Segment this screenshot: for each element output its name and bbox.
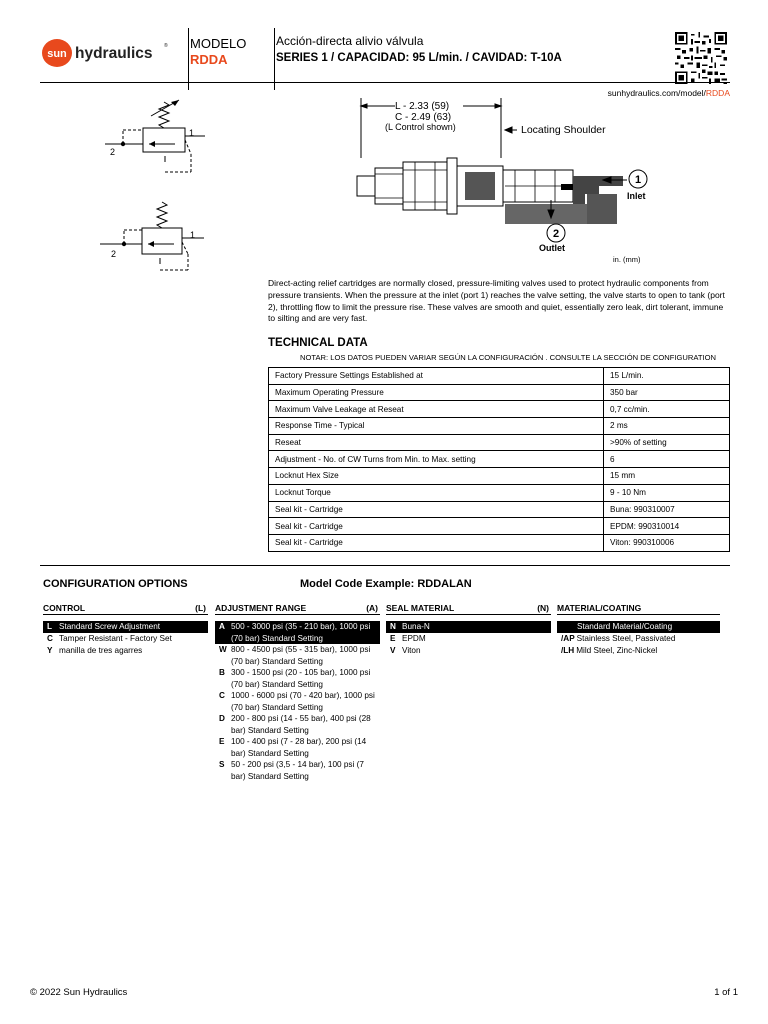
spec-value: Viton: 990310006 — [604, 534, 730, 551]
table-row — [269, 484, 730, 501]
dimension-l: L - 2.33 (59) — [395, 101, 450, 112]
option-text: 50 - 200 psi (3,5 - 14 bar), 100 psi (7 bar) Standard Setting — [231, 760, 364, 781]
table-row — [269, 518, 730, 535]
outlet-label: Outlet — [539, 243, 565, 253]
spec-value: 0,7 cc/min. — [604, 401, 730, 418]
cartridge-section-drawing — [355, 96, 655, 266]
header-divider — [188, 28, 189, 90]
option-text: Standard Material/Coating — [577, 622, 673, 631]
svg-text:sun: sun — [47, 48, 67, 60]
modelo-label: MODELO — [190, 36, 247, 51]
technical-data-title: TECHNICAL DATA — [268, 337, 368, 349]
table-row — [269, 501, 730, 518]
configuration-title: CONFIGURATION OPTIONS — [43, 578, 188, 590]
spec-label: Locknut Hex Size — [269, 468, 604, 485]
option-code: N — [390, 622, 396, 631]
config-option[interactable] — [557, 621, 720, 633]
option-code: C — [47, 634, 53, 643]
config-option[interactable] — [43, 645, 208, 657]
option-text: 1000 - 6000 psi (70 - 420 bar), 1000 psi (70 bar) Standard Setting — [231, 691, 375, 712]
header-rule — [40, 82, 730, 83]
technical-data-table — [268, 367, 730, 552]
header-divider — [274, 28, 275, 90]
option-code: /AP — [561, 634, 575, 643]
option-text: 800 - 4500 psi (55 - 315 bar), 1000 psi (70 bar) Standard Setting — [231, 645, 371, 666]
config-head — [215, 603, 380, 615]
option-code: S — [219, 760, 225, 769]
config-head — [43, 603, 208, 615]
config-option[interactable] — [215, 667, 380, 690]
qr-code-icon[interactable] — [675, 32, 727, 84]
config-column-seal — [386, 603, 551, 657]
config-column-material — [557, 603, 720, 657]
config-head — [386, 603, 551, 615]
option-text: 500 - 3000 psi (35 - 210 bar), 1000 psi (70 bar) Standard Setting — [231, 622, 371, 643]
dimension-note: (L Control shown) — [385, 122, 456, 132]
config-option[interactable] — [386, 645, 551, 657]
table-row — [269, 368, 730, 385]
spec-label: Factory Pressure Settings Established at — [269, 368, 604, 385]
port-2-label: 2 — [110, 147, 116, 157]
config-head-code: (L) — [195, 603, 206, 613]
inlet-number: 1 — [634, 174, 642, 186]
option-text: Standard Screw Adjustment — [59, 622, 161, 631]
option-code: Y — [47, 646, 53, 655]
spec-label: Seal kit - Cartridge — [269, 501, 604, 518]
svg-text:hydraulics: hydraulics — [75, 45, 153, 62]
dimension-c: C - 2.49 (63) — [395, 112, 452, 123]
config-option[interactable] — [43, 621, 208, 633]
config-option[interactable] — [215, 759, 380, 782]
table-row — [269, 468, 730, 485]
config-column-adjustment — [215, 603, 380, 782]
config-option[interactable] — [557, 633, 720, 645]
port-1-label: 1 — [190, 230, 196, 240]
config-head-code: (N) — [537, 603, 549, 613]
option-code: /LH — [561, 646, 575, 655]
option-text: 100 - 400 psi (7 - 28 bar), 200 psi (14 bar) Standard Setting — [231, 737, 367, 758]
config-option[interactable] — [215, 713, 380, 736]
product-title: Acción-directa alivio válvula — [276, 34, 424, 48]
option-text: Tamper Resistant - Factory Set — [59, 634, 172, 643]
config-head-label: MATERIAL/COATING — [557, 603, 642, 613]
spec-label: Response Time - Typical — [269, 418, 604, 435]
config-head-label: SEAL MATERIAL — [386, 603, 455, 613]
hydraulic-symbol-tamper — [100, 200, 210, 280]
spec-label: Adjustment - No. of CW Turns from Min. to Max. setting — [269, 451, 604, 468]
config-option[interactable] — [215, 690, 380, 713]
product-description: Direct-acting relief cartridges are normally closed, pressure-limiting valves used to protect hydraulic components from pressure transients. When the pressure at the inlet (port 1) reaches the valve setting, the valve starts to open to tank (port 2), throttling flow to limit the pressure rise. These valves are smooth and quiet, essentially zero leak, dirt tolerant, immune to silting and are very fast. — [268, 278, 725, 324]
inlet-label: Inlet — [627, 191, 646, 201]
config-option[interactable] — [215, 621, 380, 644]
spec-value: 15 L/min. — [604, 368, 730, 385]
config-head-label: ADJUSTMENT RANGE — [215, 603, 307, 613]
spec-value: 350 bar — [604, 384, 730, 401]
option-code: C — [219, 691, 225, 700]
option-text: EPDM — [402, 634, 426, 643]
spec-label: Seal kit - Cartridge — [269, 518, 604, 535]
config-option[interactable] — [43, 633, 208, 645]
option-text: Mild Steel, Zinc-Nickel — [576, 646, 658, 655]
config-option[interactable] — [386, 621, 551, 633]
option-code: E — [219, 737, 225, 746]
option-text: 300 - 1500 psi (20 - 105 bar), 1000 psi (70 bar) Standard Setting — [231, 668, 371, 689]
config-head-label: CONTROL — [43, 603, 86, 613]
spec-label: Seal kit - Cartridge — [269, 534, 604, 551]
option-text: Buna-N — [402, 622, 430, 631]
url-model[interactable]: RDDA — [705, 88, 730, 98]
port-2-label: 2 — [111, 249, 117, 259]
option-text: 200 - 800 psi (14 - 55 bar), 400 psi (28 bar) Standard Setting — [231, 714, 371, 735]
spec-value: >90% of setting — [604, 434, 730, 451]
config-option[interactable] — [557, 645, 720, 657]
port-1-label: 1 — [189, 128, 195, 138]
config-head-code: (A) — [366, 603, 378, 613]
table-row — [269, 401, 730, 418]
page-number: 1 of 1 — [714, 987, 738, 998]
spec-label: Maximum Valve Leakage at Reseat — [269, 401, 604, 418]
spec-label: Maximum Operating Pressure — [269, 384, 604, 401]
technical-data-note: NOTAR: LOS DATOS PUEDEN VARIAR SEGÚN LA CONFIGURACIÓN . CONSULTE LA SECCIÓN DE CONFIGURATION — [300, 353, 717, 362]
locating-shoulder-label: Locating Shoulder — [521, 124, 606, 136]
spec-label: Reseat — [269, 434, 604, 451]
config-option[interactable] — [215, 736, 380, 759]
option-code: A — [219, 622, 225, 631]
copyright-icon: © — [30, 987, 40, 998]
spec-value: 15 mm — [604, 468, 730, 485]
config-option[interactable] — [386, 633, 551, 645]
model-code: RDDA — [190, 52, 228, 67]
url-prefix[interactable]: sunhydraulics.com/model/ — [607, 88, 706, 98]
config-column-control — [43, 603, 208, 657]
config-head — [557, 603, 720, 615]
copyright-text: 2022 Sun Hydraulics — [39, 987, 128, 998]
config-option[interactable] — [215, 644, 380, 667]
table-row — [269, 418, 730, 435]
section-rule — [40, 565, 730, 566]
svg-text:®: ® — [164, 43, 168, 49]
table-row — [269, 434, 730, 451]
spec-value: 9 - 10 Nm — [604, 484, 730, 501]
option-code: E — [390, 634, 396, 643]
model-code-example: Model Code Example: RDDALAN — [300, 578, 472, 590]
option-code: D — [219, 714, 225, 723]
option-code: B — [219, 668, 225, 677]
spec-value: Buna: 990310007 — [604, 501, 730, 518]
units-label: in. (mm) — [613, 255, 641, 264]
option-code: W — [219, 645, 227, 654]
spec-value: 2 ms — [604, 418, 730, 435]
table-row — [269, 384, 730, 401]
table-row — [269, 534, 730, 551]
spec-value: 6 — [604, 451, 730, 468]
option-code: L — [47, 622, 53, 631]
spec-value: EPDM: 990310014 — [604, 518, 730, 535]
copyright — [30, 987, 127, 998]
sun-hydraulics-logo — [42, 38, 170, 68]
outlet-number: 2 — [552, 228, 560, 240]
option-code: V — [390, 646, 396, 655]
option-text: Stainless Steel, Passivated — [576, 634, 676, 643]
option-text: Viton — [402, 646, 421, 655]
hydraulic-symbol-standard — [105, 96, 215, 176]
option-text: manilla de tres agarres — [59, 646, 143, 655]
spec-label: Locknut Torque — [269, 484, 604, 501]
table-row — [269, 451, 730, 468]
product-subtitle: SERIES 1 / CAPACIDAD: 95 L/min. / CAVIDAD: T-10A — [276, 52, 562, 64]
